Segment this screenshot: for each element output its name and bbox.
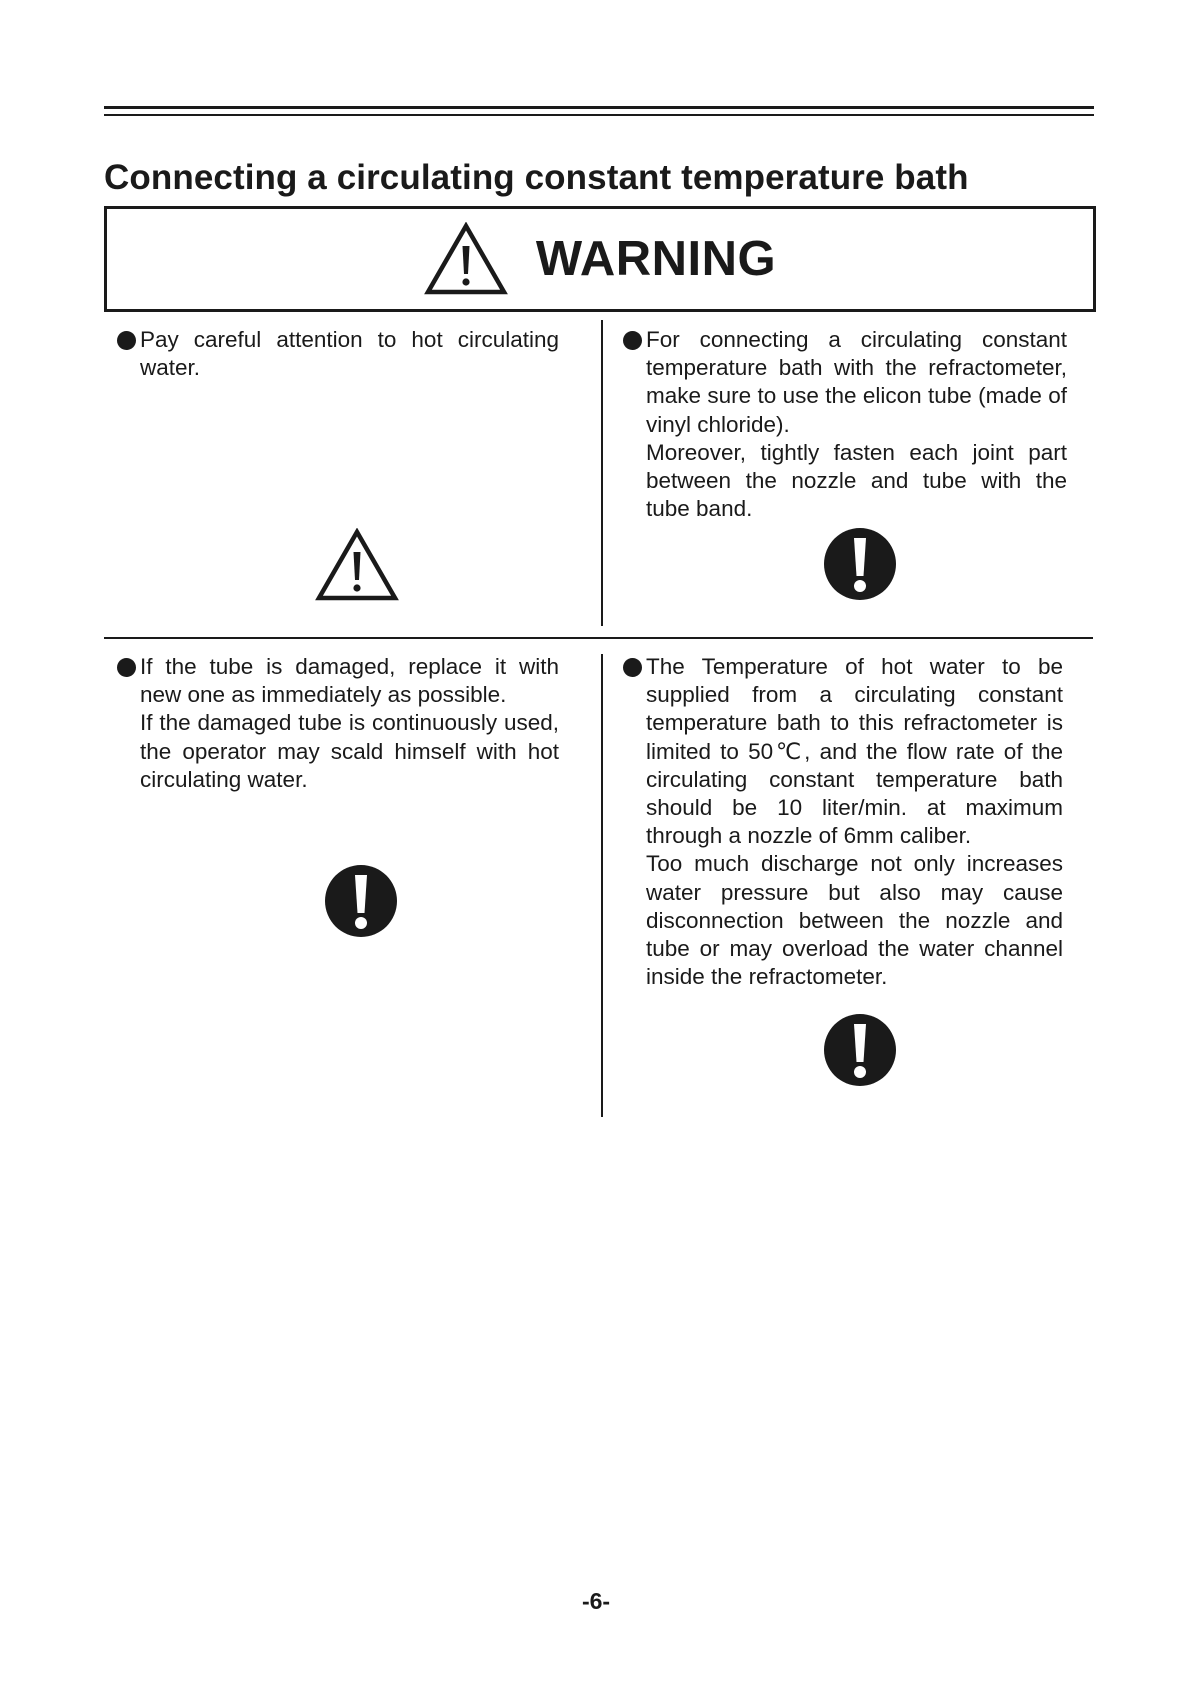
warning-item-text: The Temperature of hot water to be supplied from a circulating constant temperature bath to this refractometer is limited to 50℃, and the flow rate of the circulating constant temperature bath should be 10 liter/min. at maximum through a nozzle of 6mm caliber. [646,654,1063,849]
warning-item-temperature-limit [623,653,1063,991]
row-divider [104,637,1093,639]
warning-item-text: If the damaged tube is continuously used, the operator may scald himself with hot circulating water. [140,710,559,792]
warning-item-text: For connecting a circulating constant temperature bath with the refractometer, make sure to use the elicon tube (made of vinyl chloride). [646,327,1067,437]
mandatory-action-icon [324,864,398,938]
caution-triangle-icon [315,528,399,602]
warning-item-tube-connection [623,326,1067,523]
warning-item-text: Too much discharge not only increases water pressure but also may cause disconnection between the nozzle and tube or may overload the water channel inside the refractometer. [646,851,1063,990]
warning-item-damaged-tube [117,653,559,794]
warning-banner [104,206,1096,312]
warning-item-text: If the tube is damaged, replace it with new one as immediately as possible. [140,654,559,708]
caution-triangle-icon [424,222,508,296]
warning-item-hot-water [117,326,559,382]
header-double-rule-top [104,106,1094,109]
bullet [117,331,136,350]
bullet [117,658,136,677]
warning-label: WARNING [535,232,777,286]
column-divider-bottom [601,654,603,1117]
column-divider-top [601,320,603,626]
bullet [623,658,642,677]
warning-item-text: Pay careful attention to hot circulating water. [140,327,559,381]
page-title: Connecting a circulating constant temperature bath [104,158,969,197]
bullet [623,331,642,350]
header-double-rule-bottom [104,114,1094,116]
mandatory-action-icon [823,1013,897,1087]
warning-item-text: Moreover, tightly fasten each joint part between the nozzle and tube with the tube band. [646,439,1067,522]
page-number: -6- [581,1588,611,1614]
mandatory-action-icon [823,527,897,601]
